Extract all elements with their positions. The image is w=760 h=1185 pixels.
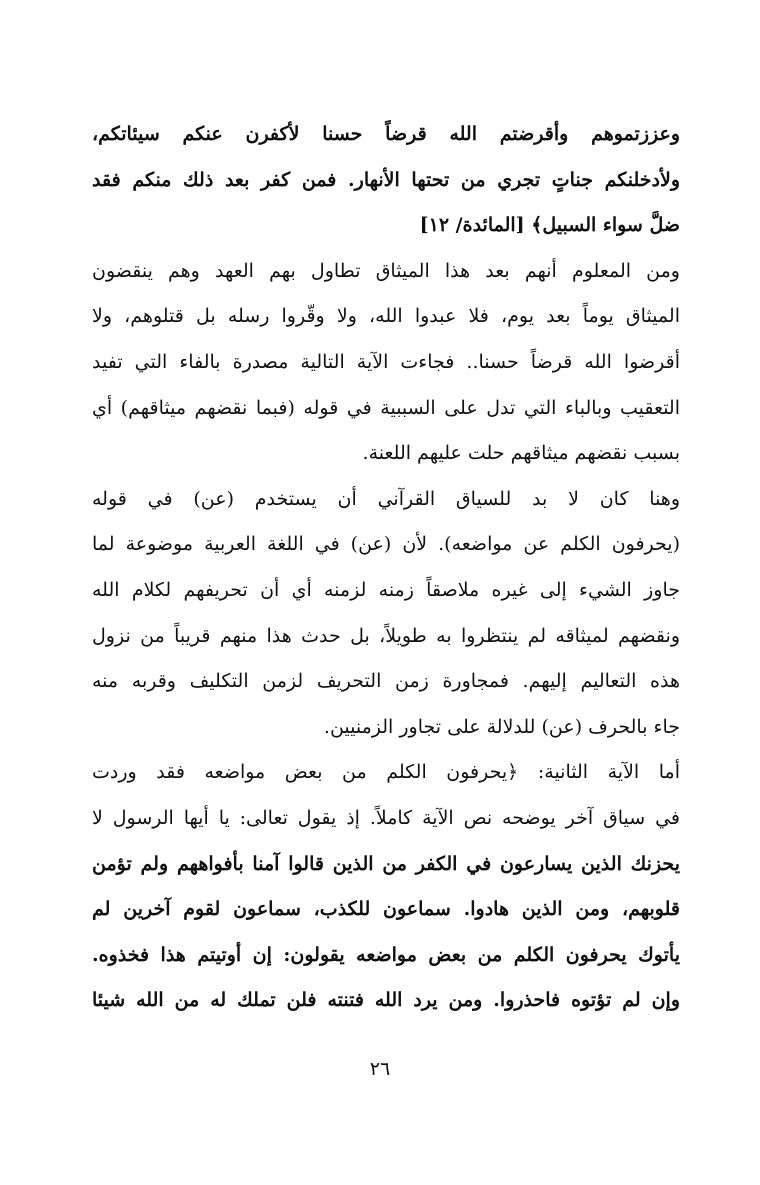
text-line: ونقضهم لميثاقه لم ينتظروا به طويلاً، بل حدث هذا منهم قريباً من نزول <box>92 624 680 647</box>
text-line: التعقيب وبالباء التي تدل على السببية في قوله (فبما نقضهم ميثاقهم) أي <box>92 396 680 419</box>
page-body-text <box>92 112 680 1024</box>
text-line: قلوبهم، ومن الذين هادوا. سماعون للكذب، سماعون لقوم آخرين لم <box>92 898 680 921</box>
text-line: ومن المعلوم أنهم بعد هذا الميثاق تطاول بهم العهد وهم ينقضون <box>92 259 680 282</box>
text-line: يحزنك الذين يسارعون في الكفر من الذين قالوا آمنا بأفواههم ولم تؤمن <box>92 852 680 875</box>
text-line: الميثاق يوماً بعد يوم، فلا عبدوا الله، ولا وقّروا رسله بل قتلوهم، ولا <box>92 305 680 328</box>
text-line: ولأدخلنكم جناتٍ تجري من تحتها الأنهار. فمن كفر بعد ذلك منكم فقد <box>92 168 680 191</box>
text-line: وعززتموهم وأقرضتم الله قرضاً حسنا لأكفرن عنكم سيئاتكم، <box>92 123 680 145</box>
text-line: جاوز الشيء إلى غيره ملاصقاً زمنه لزمنه أي أن تحريفهم لكلام الله <box>92 578 680 601</box>
text-line: وهنا كان لا بد للسياق القرآني أن يستخدم (عن) في قوله <box>92 487 680 510</box>
text-line: أقرضوا الله قرضاً حسنا.. فجاءت الآية التالية مصدرة بالفاء التي تفيد <box>92 350 680 373</box>
text-line: في سياق آخر يوضحه نص الآية كاملاً. إذ يقول تعالى: يا أيها الرسول لا <box>92 806 680 829</box>
page-number: ٢٦ <box>369 1058 391 1080</box>
text-line: هذه التعاليم إليهم. فمجاورة زمن التحريف لزمن التكليف وقربه منه <box>92 670 680 693</box>
text-line: ضلَّ سواء السبيل﴾ [المائدة/ ١٢] <box>419 214 680 237</box>
text-line: وإن لم تؤتوه فاحذروا. ومن يرد الله فتنته فلن تملك له من الله شيئا <box>92 989 680 1012</box>
text-line: أما الآية الثانية: ﴿يحرفون الكلم من بعض مواضعه فقد وردت <box>92 761 680 784</box>
text-line: (يحرفون الكلم عن مواضعه). لأن (عن) في اللغة العربية موضوعة لما <box>92 533 680 556</box>
text-line: جاء بالحرف (عن) للدلالة على تجاور الزمنيين. <box>323 715 680 738</box>
text-line: يأتوك يحرفون الكلم من بعض مواضعه يقولون: إن أوتيتم هذا فخذوه. <box>92 943 680 966</box>
text-line: بسبب نقضهم ميثاقهم حلت عليهم اللعنة. <box>362 442 680 465</box>
